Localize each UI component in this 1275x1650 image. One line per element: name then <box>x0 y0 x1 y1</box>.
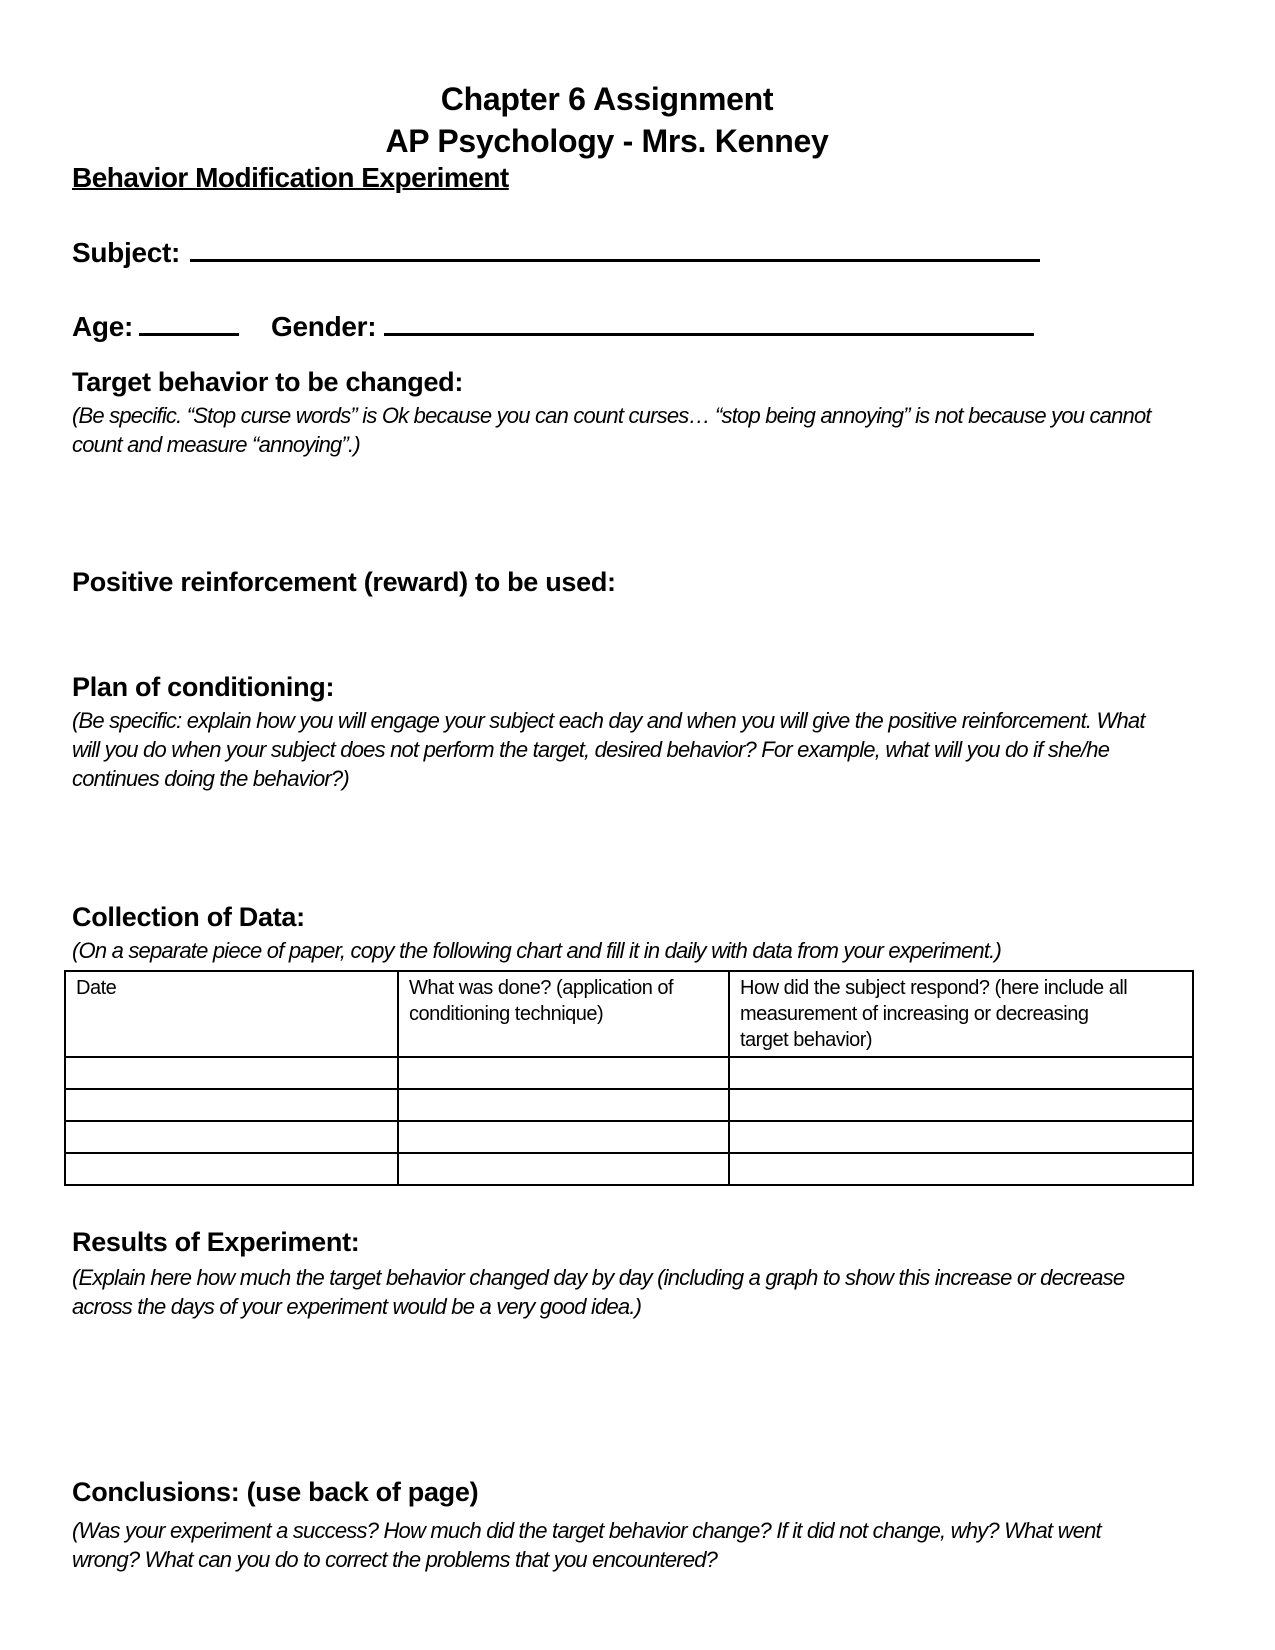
table-empty-cell <box>398 1153 729 1185</box>
conclusions-note <box>72 1516 1203 1574</box>
target-behavior-note-line: (Be specific. “Stop curse words” is Ok because you can count curses… “stop being annoying” is not because you cannot <box>72 403 1151 428</box>
table-header-row <box>65 971 1193 1057</box>
table-empty-row <box>65 1089 1193 1121</box>
column-header-line: What was done? (application of <box>409 977 674 999</box>
target-behavior-note-line: count and measure “annoying”.) <box>72 432 360 457</box>
subject-field-row <box>72 233 1203 270</box>
gender-label: Gender: <box>271 311 377 342</box>
target-behavior-note <box>72 401 1203 459</box>
table-empty-cell <box>398 1057 729 1089</box>
column-header-line: target behavior) <box>740 1029 873 1051</box>
document-title-line2: AP Psychology - Mrs. Kenney <box>385 123 829 159</box>
table-empty-row <box>65 1121 1193 1153</box>
section-heading-target-behavior: Target behavior to be changed: <box>72 367 464 397</box>
column-header-what-was-done <box>398 971 729 1057</box>
table-empty-cell <box>65 1121 398 1153</box>
gender-blank-line <box>384 307 1034 336</box>
column-header-date-text: Date <box>76 977 117 999</box>
table-empty-row <box>65 1057 1193 1089</box>
conclusions-note-line: wrong? What can you do to correct the problems that you encountered? <box>72 1547 718 1572</box>
section-heading-collection: Collection of Data: <box>72 902 305 932</box>
table-empty-cell <box>65 1153 398 1185</box>
results-note <box>72 1263 1203 1321</box>
results-note-line: across the days of your experiment would be a very good idea.) <box>72 1294 642 1319</box>
section-heading-positive-reinforcement: Positive reinforcement (reward) to be used: <box>72 567 616 597</box>
plan-note-line: will you do when your subject does not perform the target, desired behavior? For example, what will you do if she/he <box>72 737 1110 762</box>
subject-label: Subject: <box>72 237 181 268</box>
column-header-subject-response <box>729 971 1193 1057</box>
plan-note <box>72 706 1203 793</box>
column-header-date <box>65 971 398 1057</box>
subject-blank-line <box>190 233 1040 262</box>
document-title-block <box>72 78 1142 162</box>
table-empty-cell <box>729 1153 1193 1185</box>
section-heading-conclusions: Conclusions: (use back of page) <box>72 1477 479 1507</box>
column-header-line: conditioning technique) <box>409 1003 604 1025</box>
table-empty-row <box>65 1153 1193 1185</box>
age-blank-line <box>139 307 239 336</box>
table-empty-cell <box>729 1057 1193 1089</box>
plan-note-line: continues doing the behavior?) <box>72 766 349 791</box>
age-label: Age: <box>72 311 134 342</box>
collection-note <box>72 936 1203 965</box>
table-empty-cell <box>65 1089 398 1121</box>
results-note-line: (Explain here how much the target behavior changed day by day (including a graph to show this increase or decrease <box>72 1265 1125 1290</box>
column-header-line: How did the subject respond? (here include all <box>740 977 1128 999</box>
document-subtitle: Behavior Modification Experiment <box>72 162 509 193</box>
table-empty-cell <box>398 1121 729 1153</box>
collection-note-line: (On a separate piece of paper, copy the following chart and fill it in daily with data from your experiment.) <box>72 938 1001 963</box>
table-empty-cell <box>729 1121 1193 1153</box>
plan-note-line: (Be specific: explain how you will engage your subject each day and when you will give the positive reinforcement. What <box>72 708 1145 733</box>
table-empty-cell <box>65 1057 398 1089</box>
section-heading-results: Results of Experiment: <box>72 1227 360 1257</box>
age-gender-field-row <box>72 307 1203 344</box>
document-subtitle-row <box>72 162 1203 193</box>
data-collection-table <box>64 970 1194 1186</box>
section-heading-plan: Plan of conditioning: <box>72 672 335 702</box>
table-empty-cell <box>398 1089 729 1121</box>
document-title-line1: Chapter 6 Assignment <box>440 81 774 117</box>
table-empty-cell <box>729 1089 1193 1121</box>
conclusions-note-line: (Was your experiment a success? How much did the target behavior change? If it did not change, why? What went <box>72 1518 1101 1543</box>
column-header-line: measurement of increasing or decreasing <box>740 1003 1089 1025</box>
